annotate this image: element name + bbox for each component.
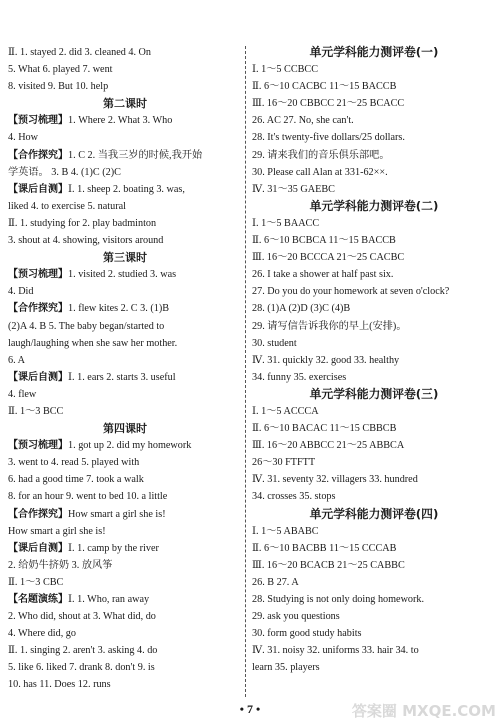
answer-line [8,78,242,95]
answer-text: 28. (1)A (2)D (3)C (4)B [252,303,351,315]
answer-line [8,369,242,386]
answer-line [8,608,242,625]
page-number: • 7 • [239,702,261,716]
answer-line [252,454,496,471]
answer-line [252,591,496,608]
answer-line [252,129,496,146]
answer-text: 34. crosses 35. stops [252,491,336,503]
answer-line [252,181,496,198]
answer-line [252,369,496,386]
answer-text: 1. Where 2. What 3. Who [68,115,173,127]
answer-line [8,352,242,369]
answer-line [8,232,242,249]
answer-text: 学英语。 3. B 4. (1)C (2)C [8,166,121,178]
answer-line [8,181,242,198]
answer-line [8,659,242,676]
answer-text: Ⅳ. 31. quickly 32. good 33. healthy [252,354,400,366]
answer-text: Ⅱ. 1. studying for 2. play badminton [8,217,157,229]
section-tag: 【名题演练】 [8,594,68,605]
answer-text: 3. shout at 4. showing, visitors around [8,235,164,247]
answer-line [8,471,242,488]
answer-text: 26. AC 27. No, she can't. [252,115,354,127]
answer-text: Ⅱ. 1. stayed 2. did 3. cleaned 4. On [8,47,152,58]
answer-text: 2. Who did, shout at 3. What did, do [8,611,156,623]
answer-line [8,403,242,420]
answer-line [8,215,242,232]
answer-text: 2. 给奶牛挤奶 3. 放风筝 [8,559,113,571]
answer-line [8,61,242,78]
answer-line [8,112,242,129]
answer-text: 4. Did [8,286,34,298]
answer-text: 28. Studying is not only doing homework. [252,594,425,605]
answer-text: 28. It's twenty-five dollars/25 dollars. [252,132,405,144]
answer-line [252,625,496,642]
answer-line [252,78,496,95]
answer-text: Ⅱ. 6～10 BCBCA 11～15 BACCB [252,235,396,247]
answer-text: 6. A [8,354,25,366]
answer-text: Ⅰ. 1～5 ABABC [252,525,319,537]
section-tag: 【课后自测】 [8,542,68,554]
section-heading: 第三课时 [103,251,147,265]
answer-line [252,540,496,557]
answer-line [8,625,242,642]
answer-text: Ⅱ. 1. singing 2. aren't 3. asking 4. do [8,645,158,657]
answer-line [252,659,496,676]
answer-line [8,557,242,574]
answer-text: Ⅱ. 6～10 BACBB 11～15 CCCAB [252,542,397,554]
answer-line [252,300,496,317]
section-heading: 单元学科能力测评卷(四) [309,506,439,521]
section-tag: 【合作探究】 [8,508,68,520]
answer-line [252,266,496,283]
answer-text: 34. funny 35. exercises [252,371,347,383]
answer-line [8,44,242,61]
answer-text: Ⅱ. 6～10 CACBC 11～15 BACCB [252,81,397,93]
answer-text: 1. flew kites 2. C 3. (1)B [68,303,170,315]
answer-line [252,403,496,420]
answer-line [8,437,242,454]
answer-line [252,283,496,300]
answer-text: Ⅰ. 1～5 BAACC [252,217,320,229]
section-tag: 【预习梳理】 [8,115,68,127]
answer-line [252,249,496,266]
answer-line [252,557,496,574]
right-column [252,44,496,676]
answer-line [252,147,496,164]
answer-line [252,471,496,488]
answer-text: 10. has 11. Does 12. runs [8,679,111,691]
answer-text: 5. like 6. liked 7. drank 8. don't 9. is [8,662,155,674]
answer-text: 30. student [252,337,297,349]
answer-line [8,454,242,471]
answer-text: 30. Please call Alan at 331-62××. [252,166,388,178]
answer-line [8,523,242,540]
answer-line [252,523,496,540]
answer-text: 26. B 27. A [252,576,299,588]
answer-line [8,642,242,659]
answer-line [8,164,242,181]
answer-text: laugh/laughing when she saw her mother. [8,337,178,349]
column-divider [245,46,246,697]
section-heading: 单元学科能力测评卷(二) [309,198,439,213]
answer-text: Ⅳ. 31. noisy 32. uniforms 33. hair 34. to [252,645,419,657]
answer-line [8,591,242,608]
answer-text: Ⅳ. 31. seventy 32. villagers 33. hundred [252,474,418,486]
section-heading: 单元学科能力测评卷(一) [309,45,439,59]
answer-text: 6. had a good time 7. took a walk [8,474,144,486]
answer-text: 8. visited 9. But 10. help [8,81,109,93]
answer-line [8,540,242,557]
answer-line [252,318,496,335]
answer-line [8,129,242,146]
answer-text: 27. Do you do your homework at seven o'clock? [252,286,450,298]
answer-line [252,488,496,505]
section-tag: 【预习梳理】 [8,440,68,452]
answer-line [8,300,242,317]
answer-text: liked 4. to exercise 5. natural [8,200,126,212]
answer-text: Ⅰ. 1. sheep 2. boating 3. was, [68,183,185,195]
answer-text: Ⅰ. 1. Who, ran away [68,594,150,605]
answer-text: 4. How [8,132,38,144]
section-tag: 【预习梳理】 [8,269,68,281]
answer-text: Ⅰ. 1～5 CCBCC [252,64,319,76]
answer-text: Ⅳ. 31～35 GAEBC [252,183,335,195]
answer-line [252,642,496,659]
watermark-logo: 答案圈 MXQE.COM [351,702,496,720]
answer-text: 29. 请来我们的音乐俱乐部吧。 [252,149,390,161]
answer-text: 1. visited 2. studied 3. was [68,269,177,281]
answer-text: Ⅰ. 1. ears 2. starts 3. useful [68,371,176,383]
answer-text: 26. I take a shower at half past six. [252,269,394,281]
answer-text: 26～30 FTFTT [252,457,316,469]
section-heading: 第四课时 [103,422,147,436]
answer-text: 5. What 6. played 7. went [8,64,113,76]
answer-line [252,335,496,352]
answer-text: 3. went to 4. read 5. played with [8,457,140,469]
answer-line [8,198,242,215]
answer-text: 30. form good study habits [252,628,362,640]
answer-line [8,386,242,403]
section-tag: 【课后自测】 [8,183,68,195]
section-tag: 【合作探究】 [8,303,68,315]
answer-text: 1. C 2. 当我三岁的时候,我开始 [68,149,203,161]
answer-text: 29. ask you questions [252,611,340,623]
answer-text: 4. Where did, go [8,628,76,640]
answer-line [8,266,242,283]
answer-line [8,506,242,523]
answer-text: Ⅰ. 1～5 ACCCA [252,405,319,417]
answer-text: How smart a girl she is! [8,525,106,537]
answer-text: 4. flew [8,388,37,400]
answer-text: (2)A 4. B 5. The baby began/started to [8,320,165,332]
answer-line [252,164,496,181]
answer-line [8,574,242,591]
answer-line [8,283,242,300]
answer-line [252,61,496,78]
answer-line [252,608,496,625]
answer-line [8,676,242,693]
answer-text: 29. 请写信告诉我你的早上(安排)。 [252,320,407,332]
answer-line [252,437,496,454]
answer-text: Ⅱ. 1～3 BCC [8,405,64,417]
answer-text: How smart a girl she is! [68,508,166,520]
section-heading: 单元学科能力测评卷(三) [309,386,439,401]
answer-text: learn 35. players [252,662,320,674]
section-tag: 【合作探究】 [8,149,68,161]
answer-line [8,488,242,505]
answer-text: 1. got up 2. did my homework [68,440,192,452]
answer-line [252,95,496,112]
answer-text: Ⅲ. 16～20 BCACB 21～25 CABBC [252,559,405,571]
answer-line [252,420,496,437]
answer-line [8,318,242,335]
section-tag: 【课后自测】 [8,371,68,383]
answer-line [252,112,496,129]
answer-text: Ⅱ. 1～3 CBC [8,576,64,588]
answer-text: Ⅲ. 16～20 BCCCA 21～25 CACBC [252,252,405,264]
answer-line [252,215,496,232]
answer-text: Ⅲ. 16～20 ABBCC 21～25 ABBCA [252,440,405,452]
answer-text: Ⅲ. 16～20 CBBCC 21～25 BCACC [252,98,405,110]
section-heading: 第二课时 [103,97,147,111]
answer-line [252,574,496,591]
answer-line [252,232,496,249]
answer-text: Ⅰ. 1. camp by the river [68,542,159,554]
left-column [8,44,242,694]
answer-line [8,335,242,352]
answer-line [8,147,242,164]
answer-text: Ⅱ. 6～10 BACAC 11～15 CBBCB [252,423,397,435]
answer-text: 8. for an hour 9. went to bed 10. a little [8,491,168,503]
answer-line [252,352,496,369]
